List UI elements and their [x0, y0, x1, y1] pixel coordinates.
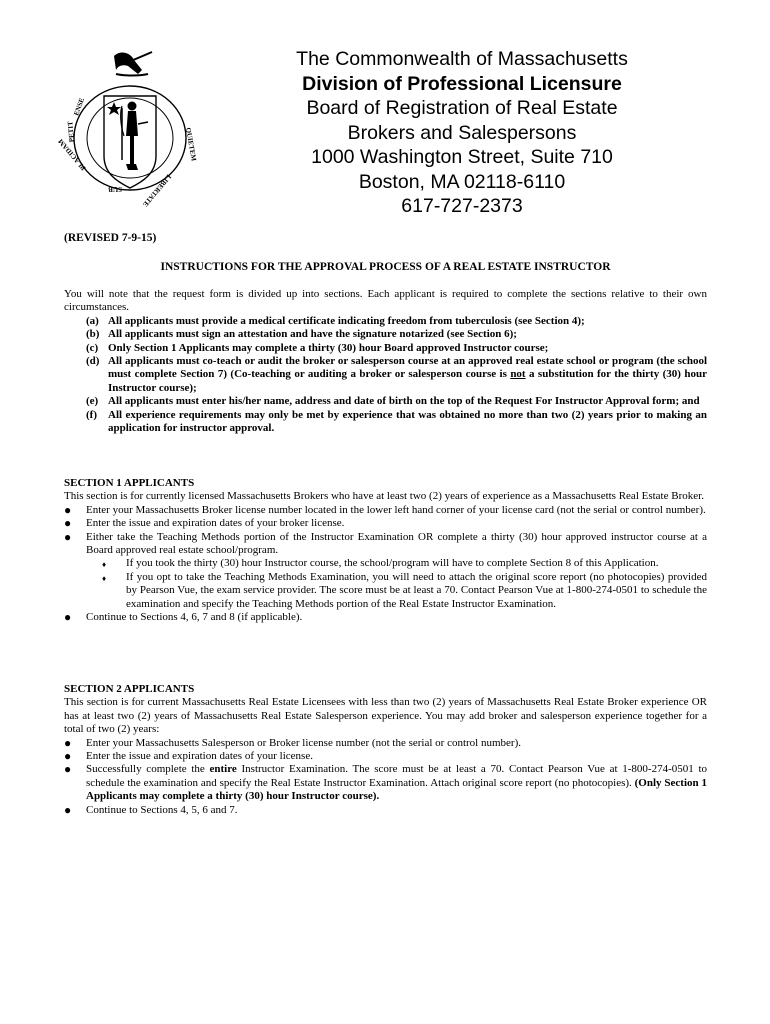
list-item-text: Continue to Sections 4, 5, 6 and 7.	[86, 803, 238, 816]
board-title-line2: Brokers and Salespersons	[347, 121, 577, 144]
requirement-label: (a)	[86, 314, 99, 327]
phone-number: 617-727-2373	[401, 195, 523, 217]
svg-text:SUB: SUB	[108, 185, 122, 193]
section-2-heading: SECTION 2 APPLICANTS	[64, 683, 195, 695]
sub-list-item-text: If you took the thirty (30) hour Instructor course, the school/program will have to complete Section 8 of this Application.	[126, 557, 659, 570]
list-item-text: Successfully complete the	[86, 763, 210, 776]
list-item	[64, 611, 707, 624]
bullet-icon: ●	[64, 529, 72, 544]
requirement-text: All applicants must co-teach or audit the broker or salesperson course at an approved real estate school or program (the school must complete Section 7) (Co-teaching or auditing a broker or salesperson course is	[108, 355, 707, 381]
section-1	[64, 477, 707, 624]
requirement-emphasis: not	[510, 368, 526, 381]
requirement-item	[64, 342, 707, 355]
agency-header	[262, 47, 662, 219]
list-item	[64, 531, 707, 558]
bullet-icon: ●	[64, 749, 72, 764]
requirements-list	[64, 315, 707, 436]
board-title-line1: Board of Registration of Real Estate	[306, 97, 618, 119]
bullet-icon: ●	[64, 502, 72, 517]
emphasis-text: entire	[209, 763, 237, 776]
requirement-label: (e)	[86, 395, 99, 408]
section-1-sub-bullets	[64, 557, 707, 611]
list-item	[64, 750, 707, 763]
requirement-item	[64, 395, 707, 408]
bullet-icon: ●	[64, 762, 72, 777]
section-1-description: This section is for currently licensed Massachusetts Brokers who have at least two (2) years of experience as a Massachusetts Real Estate Broker.	[64, 490, 704, 503]
list-item-text: Enter your Massachusetts Salesperson or Broker license number (not the serial or control number).	[86, 736, 521, 749]
sub-list-item-text: If you opt to take the Teaching Methods Examination, you will need to attach the original score report (no photocopies) provided by Pearson Vue, the exam service provider. The score must be at least a 70. Contact Pearson Vue at 1-800-274-0501 to schedule the examination and specify the Teaching Methods portion of the Real Estate Instructor Examination.	[126, 570, 707, 610]
sub-list-item	[64, 571, 707, 611]
requirement-label: (d)	[86, 355, 100, 368]
svg-text:LIBERTATE: LIBERTATE	[141, 172, 173, 209]
massachusetts-state-seal-icon	[56, 46, 200, 209]
requirement-item	[64, 355, 707, 395]
bullet-icon: ●	[64, 610, 72, 625]
list-item-text: Enter your Massachusetts Broker license number located in the lower left hand corner of your license card (not the serial or control number).	[86, 503, 706, 516]
requirement-text-end: a substitution for the thirty (30) hour Instructor course);	[108, 368, 707, 394]
bullet-icon: ●	[64, 516, 72, 531]
list-item	[64, 804, 707, 817]
requirement-text: All applicants must sign an attestation and have the signature notarized (see Section 6);	[108, 328, 517, 341]
requirement-text: All experience requirements may only be met by experience that was obtained no more than two (2) years prior to making an application for instructor approval.	[108, 408, 707, 435]
diamond-bullet-icon: ♦	[102, 560, 107, 570]
bullet-icon: ●	[64, 735, 72, 750]
sub-list-item	[64, 557, 707, 570]
list-item-text-cont: Instructor Examination. The score must be at least a 70. Contact Pearson Vue at 1-800-274-0501 to schedule the examination and specify the Real Estate Instructor Examination. Attach original score report (no photocopies).	[86, 763, 707, 789]
bullet-icon: ●	[64, 802, 72, 817]
requirement-text: Only Section 1 Applicants may complete a thirty (30) hour Board approved Instructor course;	[108, 341, 549, 354]
intro-paragraph: You will note that the request form is divided up into sections. Each applicant is required to complete the sections relative to their own circumstances.	[64, 288, 707, 314]
requirement-label: (f)	[86, 408, 97, 421]
requirement-item	[64, 409, 707, 436]
requirement-text: All applicants must enter his/her name, address and date of birth on the top of the Request For Instructor Approval form; and	[108, 395, 700, 408]
list-item-text: Enter the issue and expiration dates of your broker license.	[86, 517, 345, 530]
requirement-label: (b)	[86, 328, 100, 341]
section-2-bullets	[64, 737, 707, 817]
list-item-text: Continue to Sections 4, 6, 7 and 8 (if applicable).	[86, 611, 303, 624]
list-item-text: Enter the issue and expiration dates of your license.	[86, 750, 313, 763]
city-state-zip: Boston, MA 02118-6110	[358, 170, 566, 193]
svg-text:PETIT: PETIT	[66, 120, 76, 143]
requirement-item	[64, 328, 707, 341]
list-item	[64, 504, 707, 517]
revision-date: (REVISED 7-9-15)	[64, 232, 157, 244]
section-1-heading: SECTION 1 APPLICANTS	[64, 477, 195, 489]
street-address: 1000 Washington Street, Suite 710	[311, 146, 613, 168]
requirement-label: (c)	[86, 341, 99, 354]
section-2-description: This section is for current Massachusetts Real Estate Licensees with less than two (2) years of Massachusetts Real Estate Broker experience OR has at least two (2) years of Massachusetts Real Estate Salesperson experience. You may add broker and salesperson experience together for a total of two (2) years:	[64, 696, 707, 736]
emphasis-note: (Only Section 1 Applicants may complete a thirty (30) hour Instructor course).	[86, 776, 707, 803]
requirement-text: All applicants must provide a medical certificate indicating freedom from tuberculosis (see Section 4);	[108, 314, 585, 327]
svg-text:ENSE: ENSE	[72, 96, 87, 117]
requirement-item	[64, 315, 707, 328]
list-item	[64, 763, 707, 803]
division-title: Division of Professional Licensure	[302, 72, 622, 95]
section-1-final-bullet	[64, 611, 707, 624]
svg-text:QUIETEM: QUIETEM	[184, 126, 198, 162]
list-item-text: Either take the Teaching Methods portion of the Instructor Examination OR complete a thirty (30) hour approved instructor course at a Board approved real estate school/program.	[86, 530, 707, 557]
commonwealth-title: The Commonwealth of Massachusetts	[296, 48, 628, 70]
section-2	[64, 683, 707, 817]
list-item	[64, 517, 707, 530]
section-1-bullets	[64, 504, 707, 558]
intro-section	[64, 288, 707, 435]
diamond-bullet-icon: ♦	[102, 573, 107, 583]
svg-text:PLACIDAM: PLACIDAM	[56, 137, 88, 172]
document-title: INSTRUCTIONS FOR THE APPROVAL PROCESS OF A REAL ESTATE INSTRUCTOR	[160, 261, 611, 273]
list-item	[64, 737, 707, 750]
